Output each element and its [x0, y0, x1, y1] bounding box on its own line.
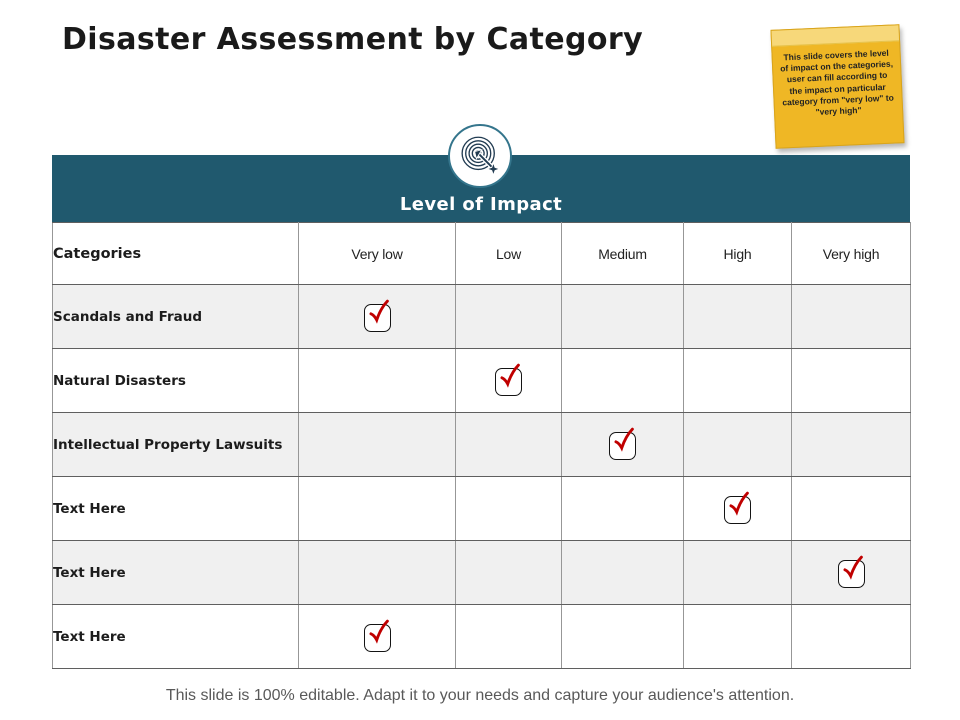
category-cell: Text Here [53, 605, 299, 669]
impact-cell-very-low[interactable] [299, 477, 456, 541]
impact-cell-high[interactable] [684, 541, 792, 605]
impact-cell-medium[interactable] [562, 605, 684, 669]
impact-cell-medium[interactable] [562, 413, 684, 477]
checkmark-icon [611, 425, 636, 455]
category-cell: Scandals and Fraud [53, 285, 299, 349]
impact-cell-very-low[interactable] [299, 605, 456, 669]
impact-banner-label: Level of Impact [399, 194, 563, 215]
category-cell: Text Here [53, 541, 299, 605]
checkbox-checked[interactable] [724, 496, 751, 524]
impact-cell-medium[interactable] [562, 541, 684, 605]
category-cell: Intellectual Property Lawsuits [53, 413, 299, 477]
impact-cell-very-low[interactable] [299, 413, 456, 477]
table-header-row [53, 223, 911, 285]
checkmark-icon [840, 553, 865, 583]
impact-cell-very-high[interactable] [792, 605, 911, 669]
impact-cell-medium[interactable] [562, 477, 684, 541]
impact-cell-low[interactable] [456, 605, 562, 669]
impact-cell-high[interactable] [684, 477, 792, 541]
impact-cell-low[interactable] [456, 413, 562, 477]
checkbox-checked[interactable] [364, 304, 391, 332]
impact-cell-medium[interactable] [562, 285, 684, 349]
column-header-very-low: Very low [299, 223, 456, 285]
table-row [53, 541, 911, 605]
impact-cell-high[interactable] [684, 605, 792, 669]
checkmark-icon [366, 617, 391, 647]
impact-cell-low[interactable] [456, 477, 562, 541]
checkbox-checked[interactable] [838, 560, 865, 588]
checkbox-checked[interactable] [609, 432, 636, 460]
table-row [53, 477, 911, 541]
table-row [53, 605, 911, 669]
sticky-note [770, 24, 904, 149]
impact-cell-very-high[interactable] [792, 285, 911, 349]
column-header-high: High [684, 223, 792, 285]
checkmark-icon [726, 489, 751, 519]
target-badge [448, 124, 512, 188]
impact-cell-low[interactable] [456, 541, 562, 605]
column-header-very-high: Very high [792, 223, 911, 285]
category-cell: Text Here [53, 477, 299, 541]
impact-cell-medium[interactable] [562, 349, 684, 413]
category-cell: Natural Disasters [53, 349, 299, 413]
impact-table [52, 222, 911, 669]
impact-cell-high[interactable] [684, 349, 792, 413]
impact-cell-high[interactable] [684, 285, 792, 349]
impact-cell-high[interactable] [684, 413, 792, 477]
column-header-medium: Medium [562, 223, 684, 285]
column-header-categories: Categories [53, 223, 299, 285]
impact-cell-low[interactable] [456, 349, 562, 413]
table-row [53, 413, 911, 477]
impact-table-body [53, 285, 911, 669]
impact-cell-very-high[interactable] [792, 413, 911, 477]
target-icon [455, 131, 505, 181]
checkbox-checked[interactable] [495, 368, 522, 396]
checkmark-icon [366, 297, 391, 327]
impact-cell-very-high[interactable] [792, 349, 911, 413]
slide-title: Disaster Assessment by Category [62, 22, 644, 57]
column-header-low: Low [456, 223, 562, 285]
sticky-note-text: This slide covers the level of impact on the categories, user can fill according to the impact on particular category from "very low" to "very high" [779, 47, 894, 118]
table-row [53, 285, 911, 349]
checkmark-icon [497, 361, 522, 391]
impact-cell-low[interactable] [456, 285, 562, 349]
impact-cell-very-high[interactable] [792, 541, 911, 605]
impact-cell-very-low[interactable] [299, 349, 456, 413]
footer-note: This slide is 100% editable. Adapt it to your needs and capture your audience's attention. [165, 687, 795, 704]
table-row [53, 349, 911, 413]
impact-cell-very-low[interactable] [299, 285, 456, 349]
checkbox-checked[interactable] [364, 624, 391, 652]
impact-cell-very-high[interactable] [792, 477, 911, 541]
impact-cell-very-low[interactable] [299, 541, 456, 605]
